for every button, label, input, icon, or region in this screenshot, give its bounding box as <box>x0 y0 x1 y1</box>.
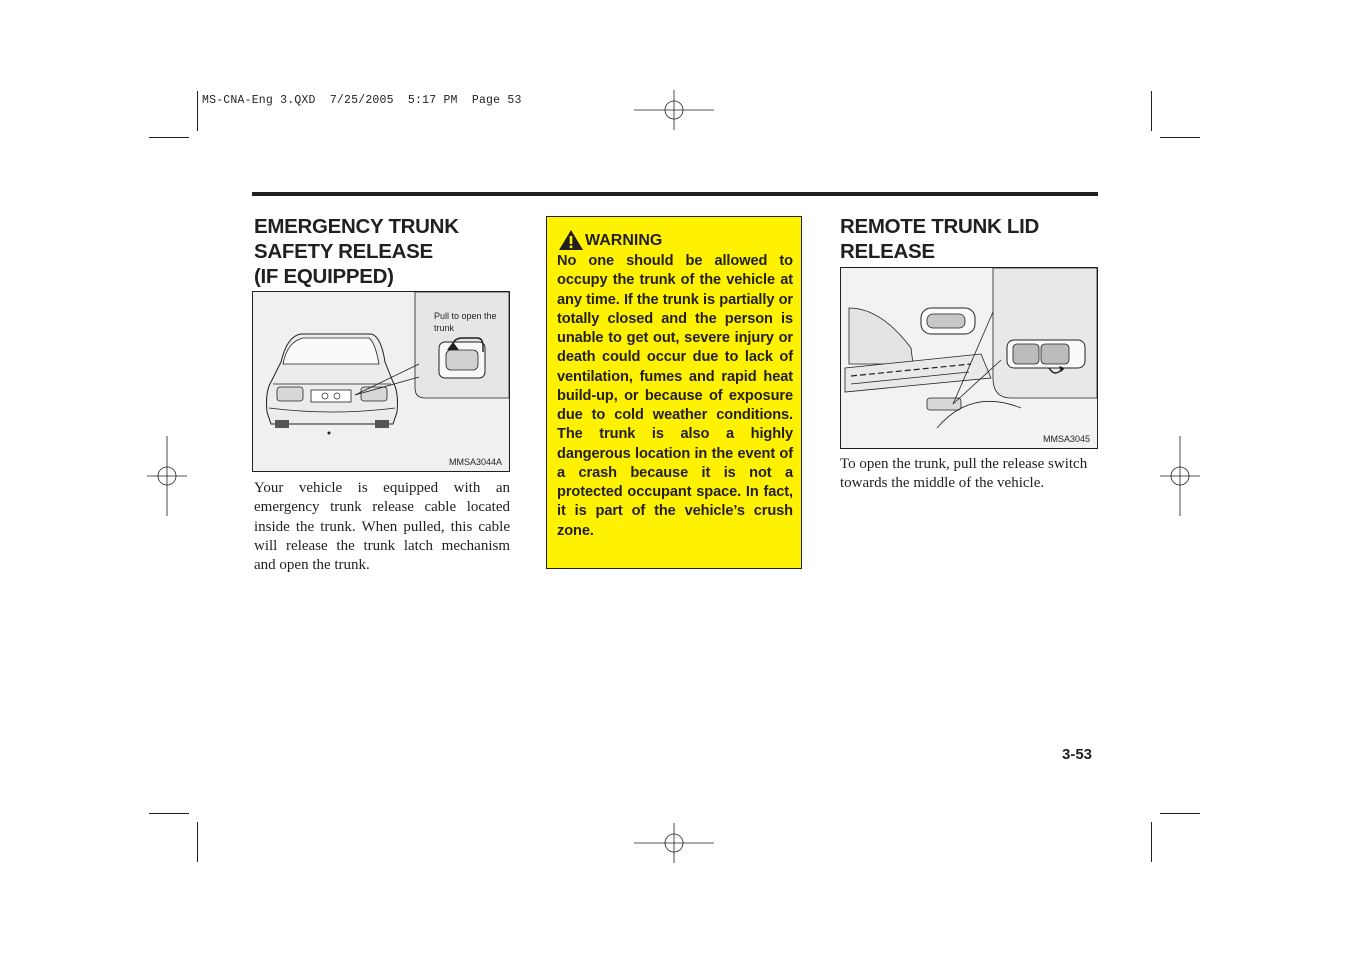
door-panel-illustration <box>841 268 1097 448</box>
figure-callout <box>434 310 497 334</box>
left-body-text: Your vehicle is equipped with an emergency trunk release cable located inside the trunk. When pulled, this cable will release the trunk latch mechanism and open the trunk. <box>254 480 510 574</box>
warning-triangle-icon <box>558 229 584 251</box>
crop-mark-bottom-left-h <box>149 813 189 814</box>
print-slug: MS-CNA-Eng 3.QXD 7/25/2005 5:17 PM Page 53 <box>202 94 522 107</box>
trunk-release-figure <box>252 291 510 472</box>
left-heading-line-3: (IF EQUIPPED) <box>254 265 394 288</box>
registration-mark-right <box>1160 436 1200 516</box>
crop-mark-bottom-right-v <box>1151 822 1152 862</box>
registration-mark-left <box>147 436 187 516</box>
header-rule <box>252 192 1098 196</box>
remote-release-figure <box>840 267 1098 449</box>
figure-callout-line-2: trunk <box>434 323 455 333</box>
right-body-text: To open the trunk, pull the release switch towards the middle of the vehicle. <box>840 456 1088 492</box>
right-heading <box>840 214 1100 264</box>
crop-mark-bottom-left-v <box>197 822 198 862</box>
registration-mark-bottom <box>634 823 714 863</box>
crop-mark-bottom-right-h <box>1160 813 1200 814</box>
registration-mark-top <box>634 90 714 130</box>
page-number: 3-53 <box>1062 746 1093 763</box>
warning-text: No one should be allowed to occupy the trunk of the vehicle at any time. If the trunk is partially or totally closed and the person is unable to get out, severe injury or death could occur due to lack of ventilation, fumes and rapid heat build-up, or because of exposure due to cold weather conditions. The trunk is also a highly dangerous location in the event of a crash because it is not a protected occupant space. In fact, it is part of the vehicle’s crush zone. <box>557 253 793 539</box>
left-heading-line-1: EMERGENCY TRUNK <box>254 215 459 238</box>
crop-mark-top-left-h <box>149 137 189 138</box>
figure-callout-line-1: Pull to open the <box>434 311 497 321</box>
crop-mark-top-right-v <box>1151 91 1152 131</box>
figure-code-left: MMSA3044A <box>449 457 503 467</box>
crop-mark-top-right-h <box>1160 137 1200 138</box>
left-heading-line-2: SAFETY RELEASE <box>254 240 433 263</box>
left-heading <box>254 214 514 289</box>
warning-title: WARNING <box>585 232 663 249</box>
crop-mark-top-left-v <box>197 91 198 131</box>
warning-box <box>546 216 802 569</box>
right-heading-line-1: REMOTE TRUNK LID <box>840 215 1040 238</box>
figure-code-right: MMSA3045 <box>1043 434 1091 444</box>
right-heading-line-2: RELEASE <box>840 240 935 263</box>
